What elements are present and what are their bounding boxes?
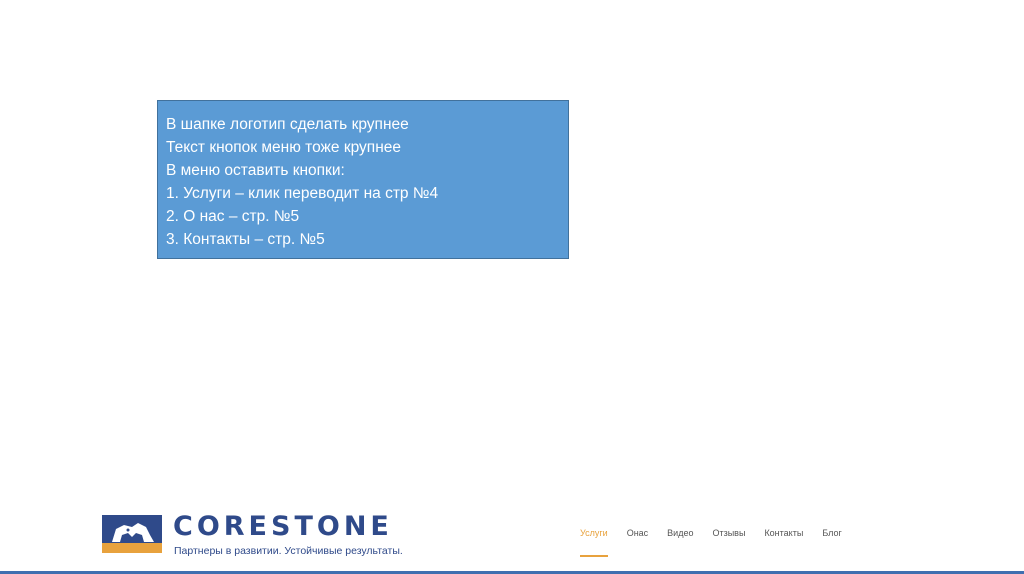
nav-item-about[interactable]: Онас bbox=[626, 528, 649, 538]
note-line: В меню оставить кнопки: bbox=[166, 162, 345, 179]
main-nav bbox=[580, 527, 861, 547]
nav-item-blog[interactable]: Блог bbox=[822, 528, 842, 538]
nav-item-video[interactable]: Видео bbox=[667, 528, 694, 538]
note-box bbox=[157, 100, 569, 259]
nav-item-reviews[interactable]: Отзывы bbox=[712, 528, 746, 538]
site-header-preview bbox=[0, 500, 1024, 574]
note-line: 1. Услуги – клик переводит на стр №4 bbox=[166, 185, 439, 202]
note-line: 2. О нас – стр. №5 bbox=[166, 208, 300, 225]
brand-tagline: Партнеры в развитии. Устойчивые результаты. bbox=[174, 545, 403, 557]
note-line: В шапке логотип сделать крупнее bbox=[166, 116, 409, 133]
note-line: Текст кнопок меню тоже крупнее bbox=[166, 139, 401, 156]
note-line: 3. Контакты – стр. №5 bbox=[166, 231, 325, 248]
nav-item-contacts[interactable]: Контакты bbox=[764, 528, 804, 538]
nav-item-services[interactable]: Услуги bbox=[580, 528, 608, 538]
brand-name: CORESTONE bbox=[173, 511, 393, 542]
lion-logo-icon[interactable] bbox=[102, 515, 162, 553]
